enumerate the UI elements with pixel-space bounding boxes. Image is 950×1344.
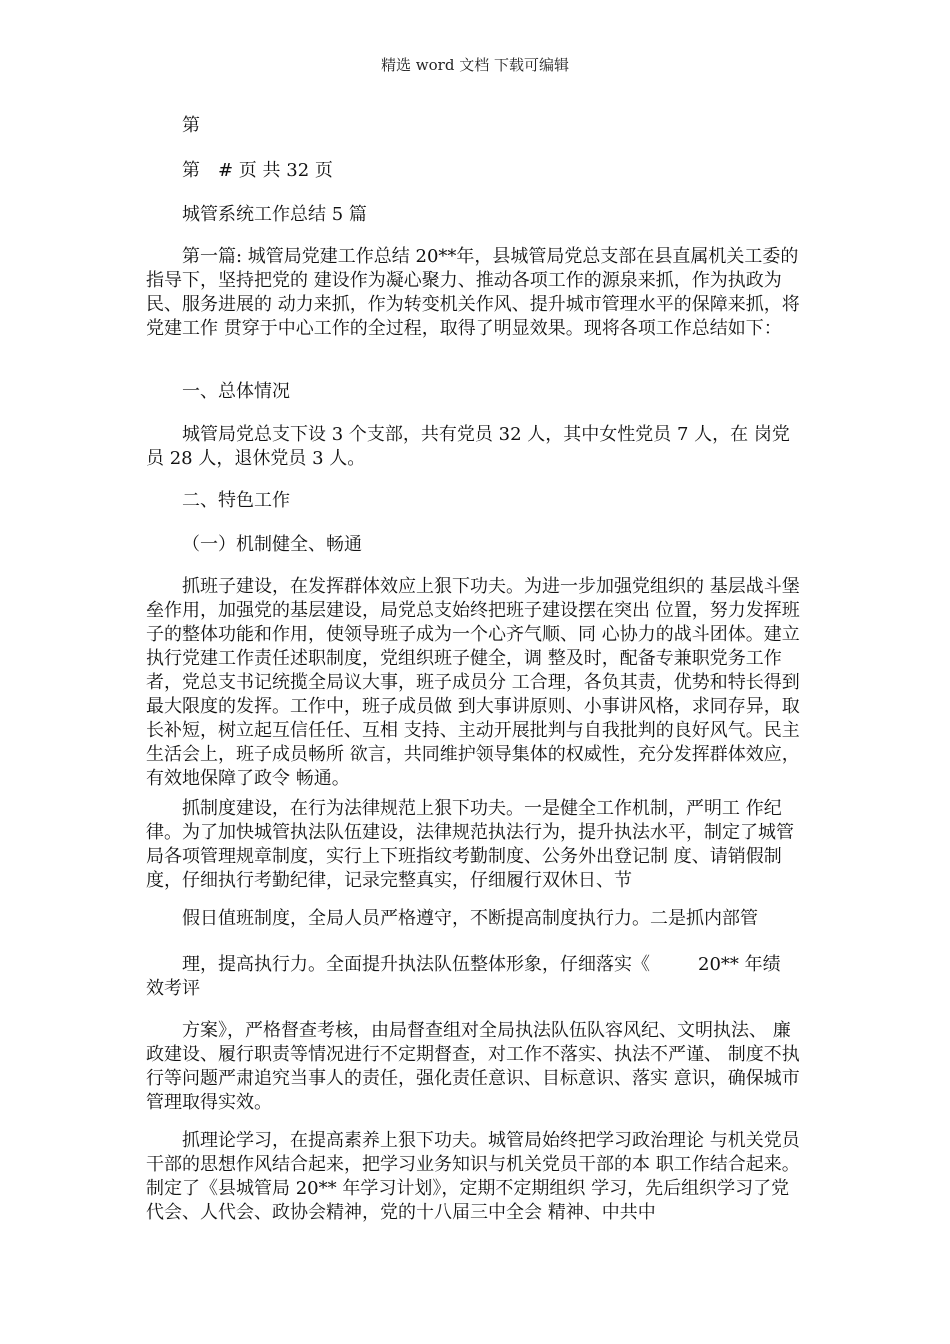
heading-overall: 一、总体情况 <box>182 381 290 402</box>
paragraph-intro: 第一篇: 城管局党建工作总结 20**年，县城管局党总支部在县直属机关工委的指导下，坚持把党的 建设作为凝心聚力、推动各项工作的源泉来抓，作为执政为民、服务进展的 动力来抓，作为转变机关作风、提升城市管理水平的保障来抓，将党建工作 贯穿于中心工作的全过程，取得了明显效果。现将各项工作总结如下： <box>146 246 800 339</box>
heading-mechanism: （一）机制健全、畅通 <box>182 534 362 555</box>
paragraph-theory-study: 抓理论学习，在提高素养上狠下功夫。城管局始终把学习政治理论 与机关党员干部的思想作风结合起来，把学习业务知识与机关党员干部的本 职工作结合起来。制定了《县城管局 20** 年学习计划》，定期不定期组织 学习，先后组织学习了党代会、人代会、政协会精神，党的十八届三中全会 精神、中共中 <box>146 1130 800 1223</box>
paragraph-internal-management: 理，提高执行力。全面提升执法队伍整体形象，仔细落实《 20** 年绩 效考评 <box>146 954 781 999</box>
document-title: 城管系统工作总结 5 篇 <box>182 204 367 225</box>
paragraph-assessment-plan: 方案》，严格督查考核，由局督查组对全局执法队伍队容风纪、文明执法、 廉政建设、履行职责等情况进行不定期督查，对工作不落实、执法不严谨、 制度不执行等问题严肃追究当事人的责任，强化责任意识、目标意识、落实 意识，确保城市管理取得实效。 <box>146 1020 800 1113</box>
paragraph-team-building: 抓班子建设，在发挥群体效应上狠下功夫。为进一步加强党组织的 基层战斗堡垒作用，加强党的基层建设，局党总支始终把班子建设摆在突出 位置，努力发挥班子的整体功能和作用，使领导班子成为一个心齐气顺、同 心协力的战斗团体。建立执行党建工作责任述职制度，党组织班子健全，调 整及时，配备专兼职党务工作者，党总支书记统揽全局议大事，班子成员分 工合理，各负其责，优势和特长得到最大限度的发挥。工作中，班子成员做 到大事讲原则、小事讲风格，求同存异，取长补短，树立起互信任任、互相 支持、主动开展批判与自我批判的良好风气。民主生活会上，班子成员畅所 欲言，共同维护领导集体的权威性，充分发挥群体效应，有效地保障了政令 畅通。 <box>146 576 800 789</box>
paragraph-overall: 城管局党总支下设 3 个支部，共有党员 32 人，其中女性党员 7 人，在 岗党员 28 人，退休党员 3 人。 <box>146 424 790 469</box>
page-header: 精选 word 文档 下载可编辑 <box>381 56 569 74</box>
paragraph-holiday-duty: 假日值班制度，全局人员严格遵守，不断提高制度执行力。二是抓内部管 <box>182 908 758 929</box>
heading-features: 二、特色工作 <box>182 490 290 511</box>
page-number-label: 第 # 页 共 32 页 <box>182 160 333 181</box>
paragraph-system-building: 抓制度建设，在行为法律规范上狠下功夫。一是健全工作机制，严明工 作纪律。为了加快城管执法队伍建设，法律规范执法行为，提升执法水平，制定了城管局各项管理规章制度，实行上下班指纹考勤制度、公务外出登记制 度、请销假制度，仔细执行考勤纪律，记录完整真实，仔细履行双休日、节 <box>146 798 794 891</box>
page-label-short: 第 <box>182 115 200 136</box>
